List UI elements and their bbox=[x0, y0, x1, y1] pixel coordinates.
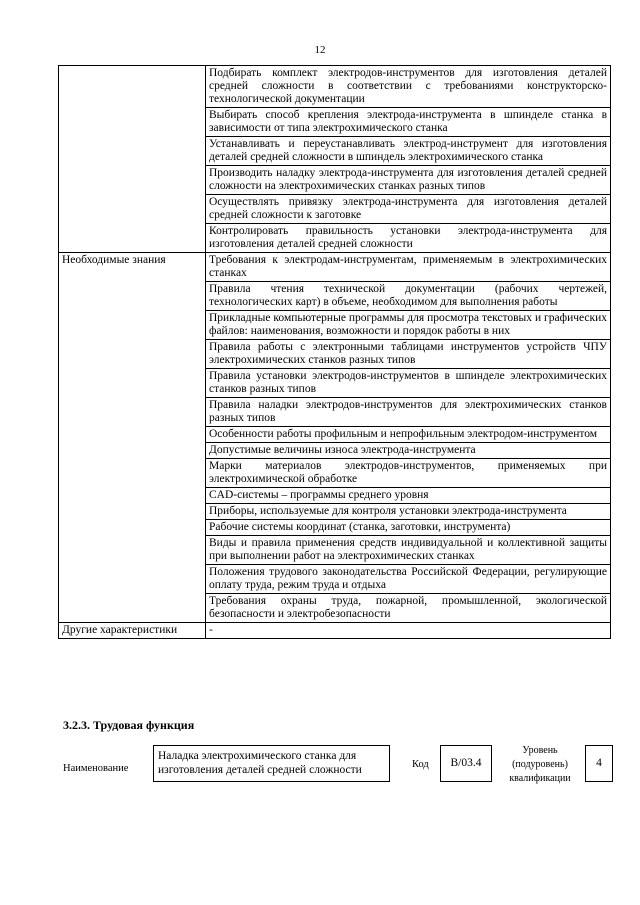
page-number: 12 bbox=[314, 44, 326, 56]
section-heading: 3.2.3. Трудовая функция bbox=[63, 718, 195, 732]
knowledge-label-cell: Необходимые знания bbox=[59, 253, 206, 623]
knowledge-cell: Правила чтения технической документации (рабочих чертежей, технологических карт) в объеме, необходимом для выполнения работы bbox=[206, 282, 611, 311]
name-label: Наименование bbox=[63, 763, 129, 774]
skills-label-cell bbox=[59, 66, 206, 253]
level-label-line: (подуровень) bbox=[512, 759, 568, 770]
knowledge-cell: Особенности работы профильным и непрофильным электродом-инструментом bbox=[206, 427, 611, 443]
knowledge-cell: Виды и правила применения средств индивидуальной и коллективной защиты при выполнении работ на электрохимических станках bbox=[206, 536, 611, 565]
level-label-line: квалификации bbox=[509, 773, 571, 784]
knowledge-cell: Рабочие системы координат (станка, заготовки, инструмента) bbox=[206, 520, 611, 536]
knowledge-cell: Допустимые величины износа электрода-инструмента bbox=[206, 443, 611, 459]
skill-cell: Производить наладку электрода-инструмента для изготовления деталей средней сложности на электрохимических станках разных типов bbox=[206, 166, 611, 195]
code-label: Код bbox=[412, 759, 429, 770]
table-row bbox=[59, 253, 611, 282]
table-row bbox=[59, 623, 611, 639]
knowledge-cell: Приборы, используемые для контроля установки электрода-инструмента bbox=[206, 504, 611, 520]
knowledge-cell: Марки материалов электродов-инструментов, применяемых при электрохимической обработке bbox=[206, 459, 611, 488]
skill-cell: Контролировать правильность установки электрода-инструмента для изготовления деталей средней сложности bbox=[206, 224, 611, 253]
skill-cell: Устанавливать и переустанавливать электрод-инструмент для изготовления деталей средней сложности в шпиндель электрохимического станка bbox=[206, 137, 611, 166]
code-value-box: В/03.4 bbox=[440, 745, 492, 782]
knowledge-cell: Требования охраны труда, пожарной, промышленной, экологической безопасности и электробезопасности bbox=[206, 594, 611, 623]
skill-cell: Подбирать комплект электродов-инструментов для изготовления деталей средней сложности в соответствии с требованиями конструкторско-технологической документации bbox=[206, 66, 611, 108]
skill-cell: Осуществлять привязку электрода-инструмента для изготовления деталей средней сложности к заготовке bbox=[206, 195, 611, 224]
knowledge-cell: CAD-системы – программы среднего уровня bbox=[206, 488, 611, 504]
name-value-box: Наладка электрохимического станка для изготовления деталей средней сложности bbox=[153, 745, 390, 782]
level-label-line: Уровень bbox=[522, 745, 558, 756]
qualification-level-box: 4 bbox=[585, 745, 613, 782]
other-value-cell: - bbox=[206, 623, 611, 639]
knowledge-cell: Положения трудового законодательства Российской Федерации, регулирующие оплату труда, режим труда и отдыха bbox=[206, 565, 611, 594]
knowledge-cell: Прикладные компьютерные программы для просмотра текстовых и графических файлов: наименования, возможности и порядок работы в них bbox=[206, 311, 611, 340]
knowledge-cell: Правила наладки электродов-инструментов для электрохимических станков разных типов bbox=[206, 398, 611, 427]
requirements-table bbox=[58, 65, 611, 639]
table-row bbox=[59, 66, 611, 108]
other-label-cell: Другие характеристики bbox=[59, 623, 206, 639]
knowledge-cell: Правила установки электродов-инструментов в шпинделе электрохимических станков разных типов bbox=[206, 369, 611, 398]
knowledge-cell: Правила работы с электронными таблицами инструментов устройств ЧПУ электрохимических станков разных типов bbox=[206, 340, 611, 369]
knowledge-cell: Требования к электродам-инструментам, применяемым в электрохимических станках bbox=[206, 253, 611, 282]
skill-cell: Выбирать способ крепления электрода-инструмента в шпинделе станка в зависимости от типа электрохимического станка bbox=[206, 108, 611, 137]
qualification-level-label bbox=[505, 744, 575, 786]
